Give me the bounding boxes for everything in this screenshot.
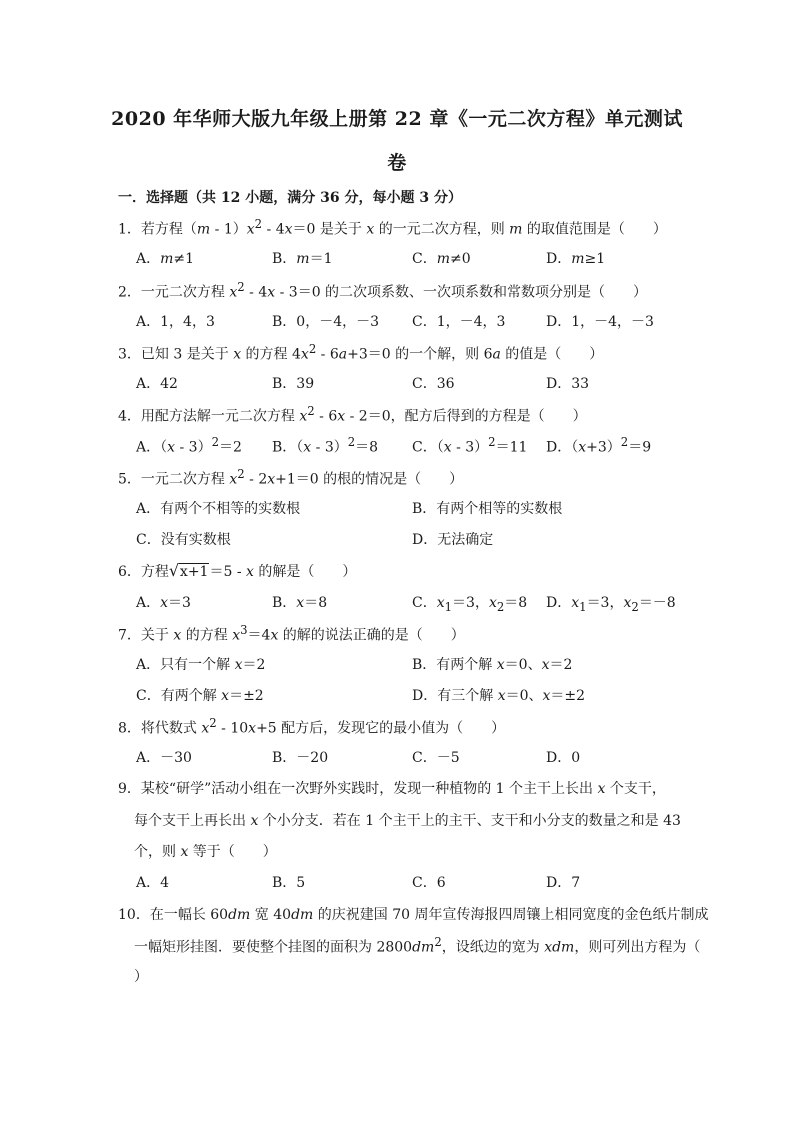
question-1-options bbox=[136, 248, 696, 268]
option-b: B．m＝1 bbox=[272, 251, 333, 267]
question-7-options-row-1 bbox=[136, 654, 696, 674]
option-c: C．1，－4，3 bbox=[412, 314, 506, 330]
option-d: D．0 bbox=[546, 750, 581, 766]
option-c: C．$x_1=3$，$x_2=8$ bbox=[412, 595, 528, 614]
option-c: C．有两个解 x＝±2 bbox=[136, 688, 264, 704]
question-9-stem-line-3: 个，则 x 等于（ ） bbox=[134, 844, 277, 860]
question-2-stem: 2．一元二次方程 $x^2 - 4x - 3=0$ 的二次项系数、一次项系数和常数项分别是（ ） bbox=[118, 280, 648, 301]
option-b: B．（x - 3）$^2$＝8 bbox=[272, 435, 379, 456]
option-b: B．39 bbox=[272, 376, 315, 392]
option-a: A．42 bbox=[136, 376, 178, 392]
option-b: B．x＝8 bbox=[272, 595, 328, 611]
option-d: D．$(x+3)^2=9$ bbox=[546, 435, 652, 456]
option-a: A．（x - 3）$^2$＝2 bbox=[136, 435, 242, 456]
question-8-options bbox=[136, 747, 696, 767]
option-a: A．m≠1 bbox=[136, 251, 195, 267]
question-7-stem: 7．关于 x 的方程 $x^3=4x$ 的解的说法正确的是（ ） bbox=[118, 623, 465, 644]
option-a: A．x＝3 bbox=[136, 595, 191, 611]
question-10-stem-line-1: 10．在一幅长 60dm 宽 40dm 的庆祝建国 70 周年宣传海报四周镶上相同宽度的金色纸片制成 bbox=[118, 907, 709, 923]
square-root-expression: √ x+1 bbox=[168, 561, 209, 580]
option-c: C．6 bbox=[412, 875, 446, 891]
option-a: A．4 bbox=[136, 875, 170, 891]
option-c: C．36 bbox=[412, 376, 455, 392]
option-c: C．没有实数根 bbox=[136, 532, 231, 548]
question-5-options-row-2 bbox=[136, 529, 696, 549]
exam-title-line-1: 2020 年华师大版九年级上册第 22 章《一元二次方程》单元测试 bbox=[111, 108, 683, 130]
option-d: D．无法确定 bbox=[412, 532, 494, 548]
option-d: D．$x_1=3$，$x_2=-8$ bbox=[546, 595, 676, 614]
option-d: D．7 bbox=[546, 875, 581, 891]
option-a: A．1，4，3 bbox=[136, 314, 215, 330]
section-heading: 一．选择题（共 12 小题，满分 36 分，每小题 3 分） bbox=[118, 190, 462, 206]
question-2-options bbox=[136, 311, 696, 331]
option-d: D．1，－4，－3 bbox=[546, 314, 654, 330]
option-c: C．－5 bbox=[412, 750, 460, 766]
question-5-options-row-1 bbox=[136, 498, 696, 518]
question-10-stem-line-3: ） bbox=[134, 969, 148, 985]
question-4-options bbox=[136, 435, 696, 455]
exam-title-line-2: 卷 bbox=[387, 152, 407, 174]
question-3-options bbox=[136, 373, 696, 393]
option-d: D．有三个解 x＝0、x＝±2 bbox=[412, 688, 586, 704]
question-7-options-row-2 bbox=[136, 685, 696, 705]
option-d: D．33 bbox=[546, 376, 590, 392]
option-b: B．－20 bbox=[272, 750, 329, 766]
option-b: B．有两个相等的实数根 bbox=[412, 501, 563, 517]
question-1-stem: 1．若方程$(m - 1)x^2 - 4x=0$ 是关于 x 的一元二次方程，则 m 的取值范围是（ ） bbox=[118, 217, 667, 238]
question-10-stem-line-2: 一幅矩形挂图．要使整个挂图的面积为 $2800dm^2$，设纸边的宽为 xdm，则可列出方程为（ bbox=[134, 935, 701, 956]
question-9-stem-line-1: 9．某校“研学”活动小组在一次野外实践时，发现一种植物的 1 个主干上长出 x 个支干， bbox=[118, 781, 666, 797]
option-a: A．－30 bbox=[136, 750, 192, 766]
question-3-stem: 3．已知 3 是关于 x 的方程 $4x^2 - 6a+3=0$ 的一个解，则 6a 的值是（ ） bbox=[118, 342, 604, 363]
question-5-stem: 5．一元二次方程 $x^2 - 2x+1=0$ 的根的情况是（ ） bbox=[118, 467, 464, 488]
option-b: B．有两个解 x＝0、x＝2 bbox=[412, 657, 573, 673]
option-d: D．m≥1 bbox=[546, 251, 606, 267]
question-8-stem: 8．将代数式 $x^2 - 10x+5$ 配方后，发现它的最小值为（ ） bbox=[118, 716, 506, 737]
option-b: B．0，－4，－3 bbox=[272, 314, 380, 330]
question-9-options bbox=[136, 872, 696, 892]
option-a: A．只有一个解 x＝2 bbox=[136, 657, 266, 673]
option-a: A．有两个不相等的实数根 bbox=[136, 501, 301, 517]
radical-sign-icon: √ bbox=[168, 561, 180, 580]
question-6-options bbox=[136, 592, 696, 612]
option-c: C．（x - 3）$^2$＝11 bbox=[412, 435, 528, 456]
question-6-stem: 6．方程 √ x+1＝5 - x 的解是（ ） bbox=[118, 561, 357, 580]
question-9-stem-line-2: 每个支干上再长出 x 个小分支．若在 1 个主干上的主干、支干和小分支的数量之和是 43 bbox=[134, 813, 681, 829]
option-b: B．5 bbox=[272, 875, 306, 891]
option-c: C．m≠0 bbox=[412, 251, 471, 267]
question-4-stem: 4．用配方法解一元二次方程 $x^2 - 6x - 2=0$，配方后得到的方程是（ ） bbox=[118, 404, 587, 425]
